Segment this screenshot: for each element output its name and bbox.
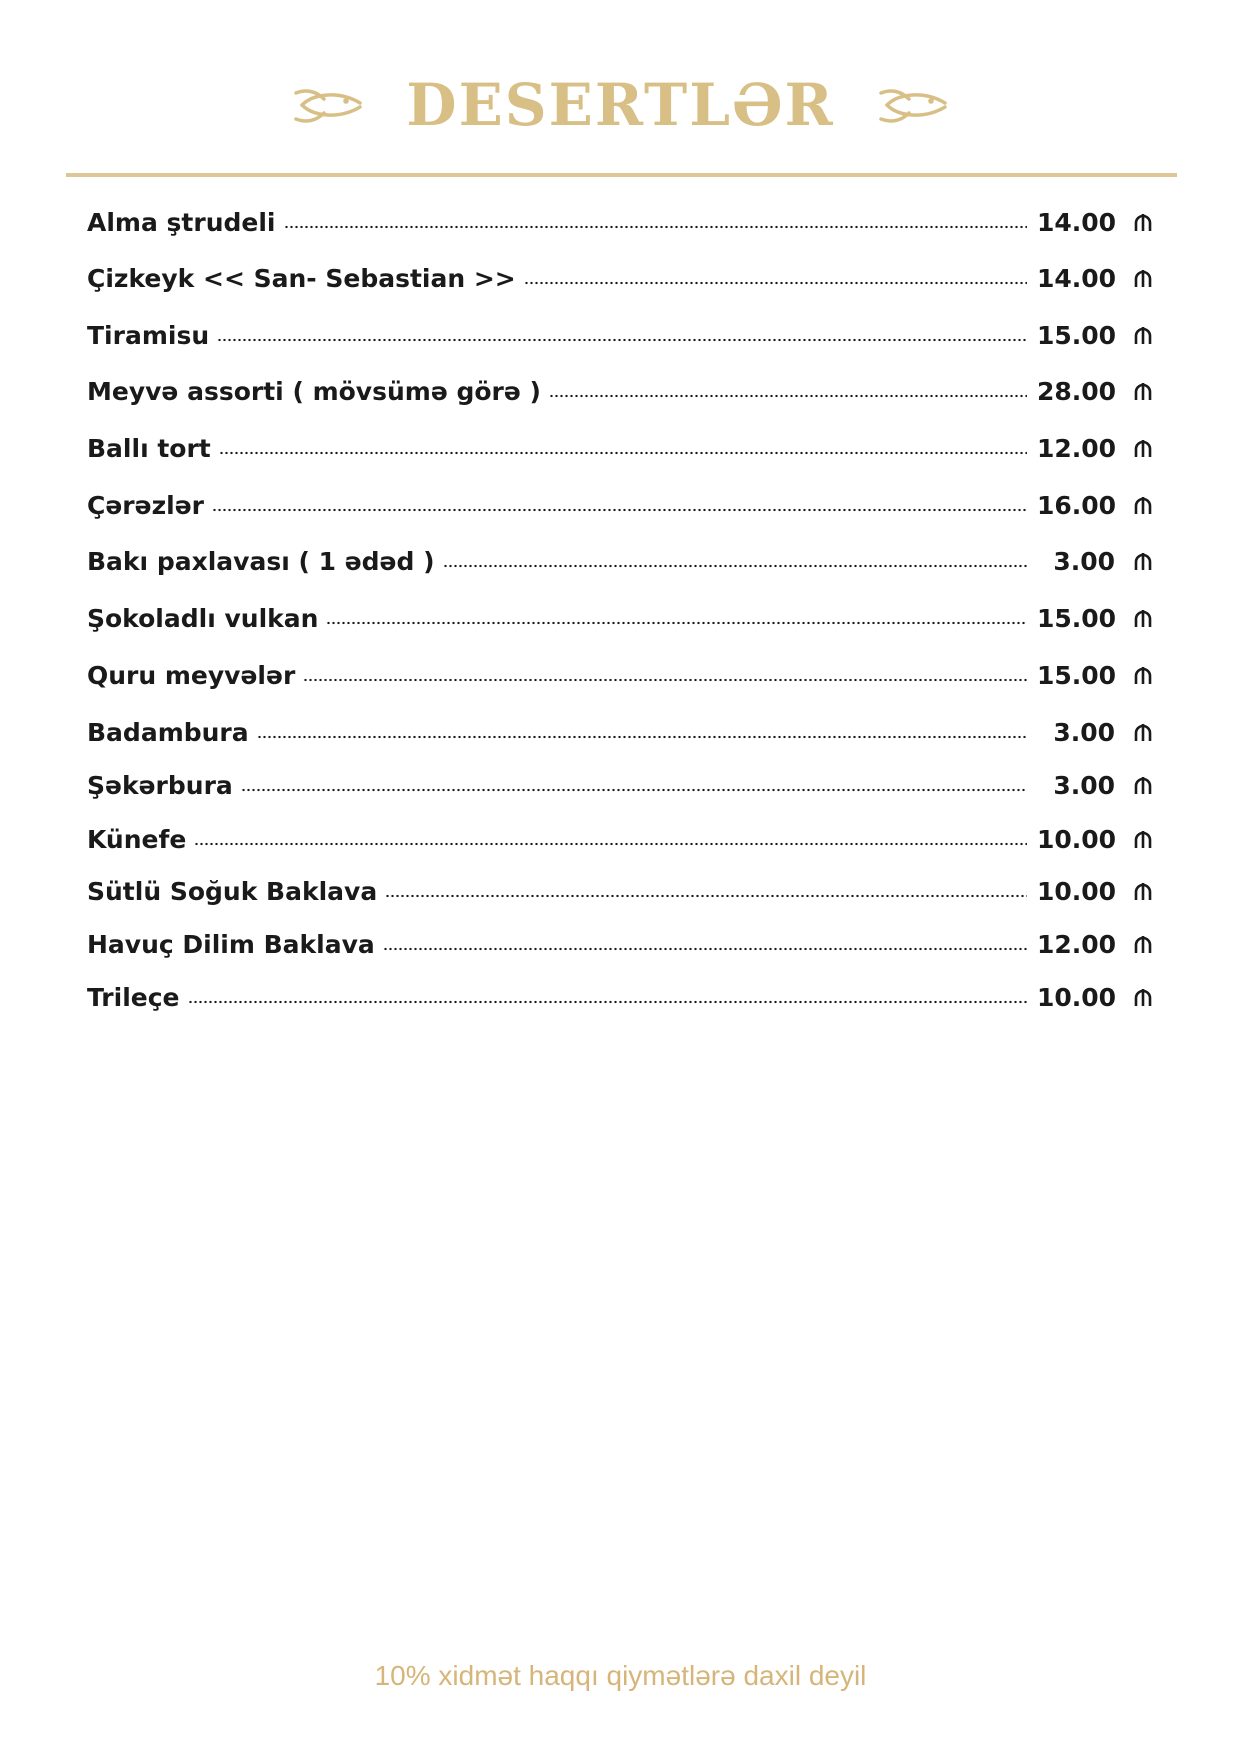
menu-item: [87, 256, 1157, 300]
menu-item: [87, 763, 1157, 807]
manat-icon: [1129, 721, 1157, 743]
item-name: Çizkeyk << San- Sebastian >>: [87, 263, 516, 293]
menu-header: [0, 60, 1241, 150]
menu-item: [87, 817, 1157, 861]
dot-leader: [284, 225, 1028, 229]
menu-item: [87, 200, 1157, 244]
menu-item: [87, 596, 1157, 640]
manat-icon: [1129, 550, 1157, 572]
dot-leader: [443, 564, 1027, 568]
manat-icon: [1129, 774, 1157, 796]
menu-item: [87, 483, 1157, 527]
item-name: Bakı paxlavası ( 1 ədəd ): [87, 546, 435, 576]
menu-item: [87, 369, 1157, 413]
item-name: Havuç Dilim Baklava: [87, 929, 375, 959]
menu-item: [87, 653, 1157, 697]
dot-leader: [212, 508, 1027, 512]
dot-leader: [524, 281, 1027, 285]
item-name: Sütlü Soğuk Baklava: [87, 876, 378, 906]
dot-leader: [219, 451, 1027, 455]
dot-leader: [217, 338, 1027, 342]
dot-leader: [241, 788, 1027, 792]
menu-item: [87, 869, 1157, 913]
item-name: Tiramisu: [87, 320, 210, 350]
dot-leader: [303, 678, 1027, 682]
item-name: Alma ştrudeli: [87, 207, 276, 237]
item-price: 12.00: [1037, 433, 1117, 463]
item-price: 10.00: [1037, 824, 1117, 854]
manat-icon: [1129, 211, 1157, 233]
item-price: 3.00: [1053, 546, 1115, 576]
item-name: Şokoladlı vulkan: [87, 603, 319, 633]
dot-leader: [257, 735, 1027, 739]
menu-item: [87, 975, 1157, 1019]
item-price: 15.00: [1037, 603, 1117, 633]
dot-leader: [188, 1000, 1027, 1004]
item-price: 10.00: [1037, 982, 1117, 1012]
item-price: 15.00: [1037, 660, 1117, 690]
item-price: 14.00: [1037, 207, 1117, 237]
menu-item: [87, 313, 1157, 357]
item-price: 3.00: [1053, 770, 1115, 800]
item-price: 10.00: [1037, 876, 1117, 906]
item-name: Meyvə assorti ( mövsümə görə ): [87, 376, 541, 406]
dot-leader: [385, 894, 1027, 898]
item-price: 12.00: [1037, 929, 1117, 959]
item-name: Ballı tort: [87, 433, 211, 463]
manat-icon: [1129, 880, 1157, 902]
item-price: 14.00: [1037, 263, 1117, 293]
item-name: Badambura: [87, 717, 249, 747]
manat-icon: [1129, 607, 1157, 629]
manat-icon: [1129, 986, 1157, 1008]
item-price: 16.00: [1037, 490, 1117, 520]
item-price: 28.00: [1037, 376, 1117, 406]
dot-leader: [549, 394, 1027, 398]
manat-icon: [1129, 664, 1157, 686]
manat-icon: [1129, 437, 1157, 459]
manat-icon: [1129, 494, 1157, 516]
item-name: Quru meyvələr: [87, 660, 296, 690]
item-name: Çərəzlər: [87, 490, 204, 520]
item-name: Şəkərbura: [87, 770, 233, 800]
fish-icon: [877, 79, 949, 131]
manat-icon: [1129, 933, 1157, 955]
manat-icon: [1129, 828, 1157, 850]
dot-leader: [383, 947, 1027, 951]
item-price: 3.00: [1053, 717, 1115, 747]
item-name: Trileçe: [87, 982, 180, 1012]
dot-leader: [326, 621, 1027, 625]
menu-item: [87, 426, 1157, 470]
item-price: 15.00: [1037, 320, 1117, 350]
menu-item: [87, 922, 1157, 966]
fish-icon: [292, 79, 364, 131]
item-name: Künefe: [87, 824, 187, 854]
header-divider: [66, 173, 1177, 177]
menu-item: [87, 539, 1157, 583]
manat-icon: [1129, 267, 1157, 289]
service-charge-note: 10% xidmət haqqı qiymətlərə daxil deyil: [374, 1660, 867, 1691]
menu-item: [87, 710, 1157, 754]
page-title: DESERTLƏR: [406, 71, 835, 139]
dot-leader: [194, 842, 1027, 846]
manat-icon: [1129, 324, 1157, 346]
manat-icon: [1129, 380, 1157, 402]
